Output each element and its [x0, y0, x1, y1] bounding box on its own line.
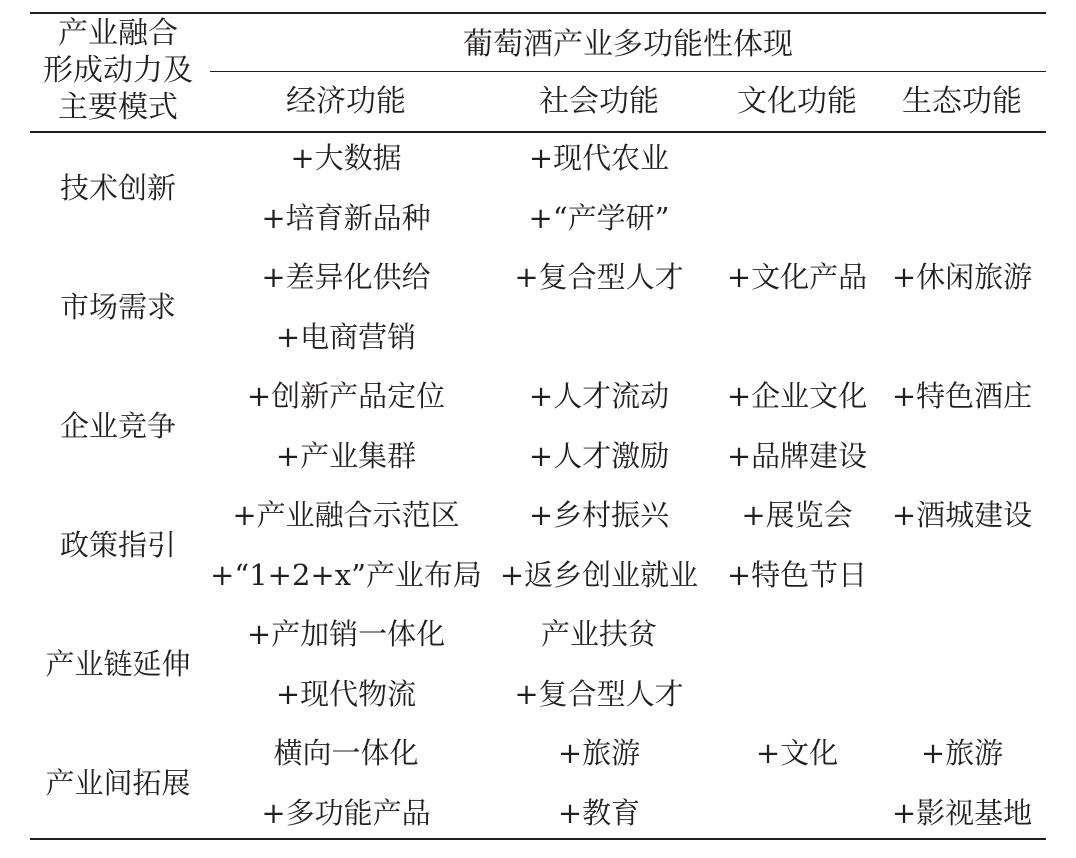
group-title: 葡萄酒产业多功能性体现: [463, 27, 793, 62]
header-bottom-rule: [30, 131, 1046, 133]
cell-cultural: +企业文化: [726, 379, 868, 413]
cell-economic: +大数据: [290, 141, 402, 175]
column-header-ecological: 生态功能: [902, 84, 1022, 119]
cell-economic: +多功能产品: [261, 795, 431, 830]
cell-economic: 横向一体化: [273, 736, 419, 770]
top-rule: [30, 12, 1046, 14]
cell-social: +旅游: [557, 736, 641, 770]
cell-cultural: +展览会: [741, 498, 853, 532]
cell-ecological: +特色酒庄: [891, 379, 1033, 413]
cell-social: +复合型人才: [514, 260, 684, 294]
cell-economic: +创新产品定位: [246, 379, 446, 413]
row-label: 企业竞争: [59, 408, 177, 443]
cell-ecological: +酒城建设: [891, 498, 1033, 532]
row-label: 产业间拓展: [45, 765, 191, 800]
cell-social: +人才流动: [528, 379, 670, 413]
cell-ecological: +休闲旅游: [891, 260, 1033, 294]
row-header-line-2: 形成动力及: [43, 53, 193, 88]
column-header-economic: 经济功能: [286, 84, 406, 119]
cell-ecological: +影视基地: [891, 795, 1033, 830]
bottom-rule: [30, 838, 1046, 840]
cell-cultural: +文化: [755, 736, 839, 770]
cell-social: +现代农业: [528, 141, 670, 175]
cell-ecological: +旅游: [920, 736, 1004, 770]
cell-social: +人才激励: [528, 438, 670, 473]
row-label: 政策指引: [59, 527, 177, 562]
cell-economic: +“1+2+x”产业布局: [210, 557, 482, 592]
cell-cultural: +特色节日: [726, 557, 868, 592]
column-header-social: 社会功能: [539, 84, 659, 119]
row-header-line-1: 产业融合: [58, 16, 178, 51]
cell-economic: +差异化供给: [261, 260, 431, 294]
cell-economic: +产加销一体化: [246, 617, 446, 651]
cell-social: +返乡创业就业: [499, 557, 699, 592]
cell-economic: +电商营销: [275, 319, 417, 354]
row-label: 市场需求: [59, 289, 177, 324]
cell-social: +复合型人才: [514, 676, 684, 711]
cell-social: +教育: [557, 795, 641, 830]
cell-social: 产业扶贫: [540, 617, 658, 651]
cell-cultural: +文化产品: [726, 260, 868, 294]
row-header-line-3: 主要模式: [58, 90, 178, 125]
cell-economic: +培育新品种: [261, 200, 431, 235]
cell-social: +“产学研”: [528, 200, 670, 235]
cell-social: +乡村振兴: [528, 498, 670, 532]
cell-cultural: +品牌建设: [726, 438, 868, 473]
row-label: 产业链延伸: [45, 646, 191, 681]
cell-economic: +产业融合示范区: [232, 498, 460, 532]
row-label: 技术创新: [59, 170, 177, 205]
header-group-rule: [210, 71, 1046, 72]
cell-economic: +现代物流: [275, 676, 417, 711]
column-header-cultural: 文化功能: [737, 84, 857, 119]
cell-economic: +产业集群: [275, 438, 417, 473]
